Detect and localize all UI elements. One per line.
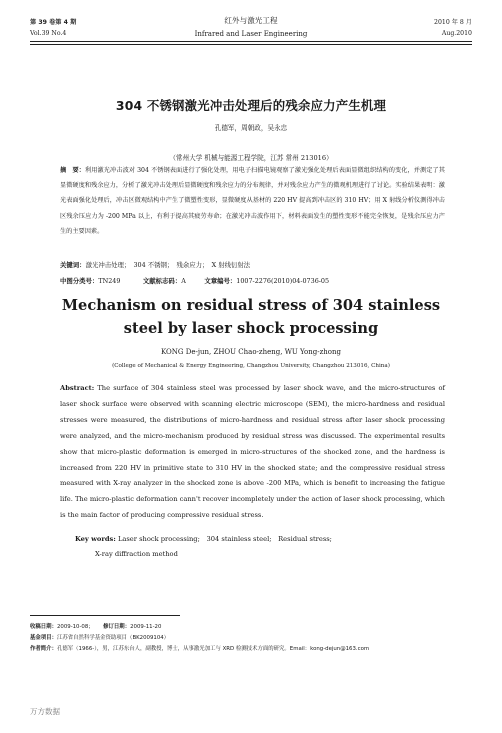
- footnote-bio: [30, 644, 369, 652]
- clc-label: 中图分类号：: [60, 277, 99, 285]
- footnote-fund: [30, 633, 169, 641]
- article-no-value: 1007-2276(2010)04-0736-05: [236, 277, 330, 285]
- abstract-en-label: Abstract:: [60, 384, 95, 392]
- watermark-text: 万方数据: [30, 707, 60, 716]
- doc-code-value: A: [181, 277, 186, 285]
- paper-title-zh: 304 不锈钢激光冲击处理后的残余应力产生机理: [115, 98, 387, 113]
- header-issue-en: Vol.39 No.4: [30, 30, 67, 37]
- affiliation-en: (College of Mechanical & Energy Engineering, Changzhou University, Changzhou 213016, China): [112, 363, 390, 369]
- abstract-en: [60, 381, 445, 524]
- keywords-zh: [60, 260, 250, 269]
- keywords-en-continued: X-ray diffraction method: [95, 550, 178, 558]
- footnote-rule: [30, 615, 180, 616]
- keywords-en: [75, 533, 332, 543]
- header-rule-top: [30, 41, 472, 42]
- received-date: 2009-10-08；: [56, 624, 94, 630]
- header-journal-en: Infrared and Laser Engineering: [194, 30, 308, 38]
- header-rule-bottom: [30, 44, 472, 45]
- abstract-zh: [60, 163, 445, 239]
- keywords-en-text: Laser shock processing; 304 stainless steel; Residual stress;: [117, 535, 332, 543]
- keywords-zh-text: 激光冲击处理； 304 不锈钢； 残余应力； X 射线衍射法: [85, 261, 251, 269]
- keywords-zh-label: 关键词：: [60, 261, 86, 269]
- footnote-dates: [30, 622, 161, 630]
- header-date-en: Aug.2010: [441, 30, 472, 37]
- paper-title-en: Mechanism on residual stress of 304 stainless steel by laser shock processing: [61, 297, 441, 337]
- bio-text: 孔德军（1966-），男，江苏东台人，副教授，博士，从事激光加工与 XRD 检测技术方面的研究。Email：kong-dejun@163.com: [56, 646, 370, 652]
- header-issue-zh: 第 39 卷第 4 期: [30, 19, 77, 26]
- received-label: 收稿日期：: [30, 624, 57, 630]
- header-journal-zh: 红外与激光工程: [224, 16, 278, 25]
- abstract-zh-label: 摘 要：: [60, 167, 86, 174]
- bio-label: 作者简介：: [30, 646, 57, 652]
- article-no-label: 文章编号：: [204, 277, 237, 285]
- revised-label: 修订日期：: [103, 624, 131, 630]
- header-date-zh: 2010 年 8 月: [434, 19, 472, 26]
- keywords-en-label: Key words:: [75, 535, 116, 543]
- fund-text: 江苏省自然科学基金资助项目（BK2009104）: [56, 635, 170, 641]
- abstract-zh-text: 利用激光冲击波对 304 不锈钢表面进行了强化处理，用电子扫描电镜观察了激光强化处理后表面显微组织结构的变化，并测定了其显微硬度和残余应力，分析了激光冲击处理后显微硬度和残余应力的分布规律，并对残余应力产生的微观机理进行了讨论。实验结果表明：激光表面强化处理后，冲击区微观结构中产生了微塑性变形，显微硬度从基材的 220 HV 提高到冲击区的 310 HV；用 X 射线分析仪测得冲击区残余压应力为 -200 MPa 以上，有利于提高其疲劳寿命；在激光冲击波作用下，材料表面发生的塑性变形不能完全恢复，是残余压应力产生的主要因素。: [60, 167, 445, 235]
- revised-date: 2009-11-20: [130, 624, 162, 630]
- authors-en: KONG De-jun, ZHOU Chao-zheng, WU Yong-zhong: [160, 348, 341, 356]
- doc-code-label: 文献标志码：: [142, 277, 182, 285]
- authors-zh: 孔德军，周朝政，吴永忠: [214, 124, 288, 132]
- clc-value: TN249: [98, 277, 121, 285]
- affiliation-zh: （常州大学 机械与能源工程学院，江苏 常州 213016）: [169, 154, 333, 162]
- fund-label: 基金项目：: [30, 635, 57, 641]
- abstract-en-text: The surface of 304 stainless steel was processed by laser shock wave, and the micro-structures of laser shock surface were observed with scanning electric microscope (SEM), the micro-hardness and residual stresses were measured, the distributions of micro-hardness and residual stress after laser shock processing were analyzed, and the micro-mechanism produced by residual stress was discussed. The experimental results show that micro-plastic deformation is emerged in micro-structures of the shocked zone, and the hardness is increased from 220 HV in primitive state to 310 HV in the shocked state; and the compressive residual stress measured with X-ray analyzer in the shocked zone is above -200 MPa, which is benefit to increasing the fatigue life. The micro-plastic deformation cann't recover incompletely under the action of laser shock processing, which is the main factor of producing compressive residual stress.: [60, 384, 445, 520]
- classification-zh: [60, 276, 329, 285]
